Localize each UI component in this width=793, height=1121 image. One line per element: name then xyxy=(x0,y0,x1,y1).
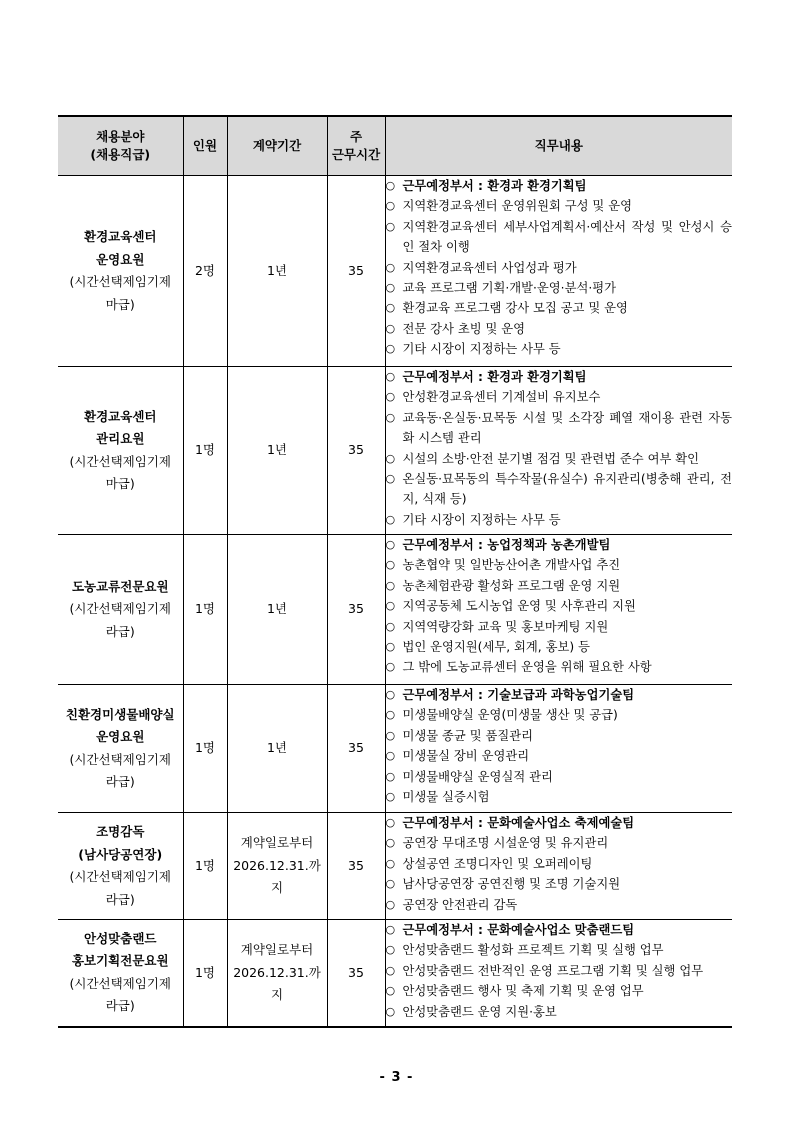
duties-list xyxy=(386,920,733,1022)
duties-cell xyxy=(385,920,732,1027)
table-row xyxy=(58,176,732,367)
headcount-cell: 1명 xyxy=(183,685,227,813)
duty-item: ○ 지역공동체 도시농업 운영 및 사후관리 지원 xyxy=(386,596,733,616)
duty-item: ○ 남사당공연장 공연진행 및 조명 기술지원 xyxy=(386,874,733,894)
table-header-row xyxy=(58,116,732,176)
position-name: 안성맞춤랜드 xyxy=(84,930,157,946)
position-name: (남사당공연장) xyxy=(78,846,163,862)
duty-item: ○ 기타 시장이 지정하는 사무 등 xyxy=(386,339,733,359)
duty-item: ○ 미생물 종균 및 품질관리 xyxy=(386,726,733,746)
duty-item: ○ 그 밖에 도농교류센터 운영을 위해 필요한 사항 xyxy=(386,657,733,677)
position-cell xyxy=(58,920,183,1027)
duties-cell xyxy=(385,367,732,535)
table-row xyxy=(58,367,732,535)
duties-list xyxy=(386,176,733,360)
header-field: 채용분야 (채용직급) xyxy=(58,116,183,176)
duty-item: ○ 안성맞춤랜드 행사 및 축제 기획 및 운영 업무 xyxy=(386,981,733,1001)
position-name: 홍보기획전문요원 xyxy=(71,953,169,969)
department-item: ○ 근무예정부서 : 환경과 환경기획팀 xyxy=(386,176,733,196)
weekly-hours-cell: 35 xyxy=(327,685,385,813)
contract-cell xyxy=(227,813,327,920)
duty-item: ○ 농촌체험관광 활성화 프로그램 운영 지원 xyxy=(386,576,733,596)
position-grade: (시간선택제임기제 xyxy=(69,751,171,767)
contract-cell xyxy=(227,685,327,813)
weekly-hours-cell: 35 xyxy=(327,920,385,1027)
position-grade: 마급) xyxy=(105,296,135,312)
department-item: ○ 근무예정부서 : 문화예술사업소 축제예술팀 xyxy=(386,813,733,833)
header-duties: 직무내용 xyxy=(385,116,732,176)
duty-item: ○ 지역환경교육센터 운영위원회 구성 및 운영 xyxy=(386,196,733,216)
table-body xyxy=(58,176,732,1027)
duty-item: ○ 안성맞춤랜드 활성화 프로젝트 기획 및 실행 업무 xyxy=(386,940,733,960)
headcount-cell: 2명 xyxy=(183,176,227,367)
position-cell xyxy=(58,813,183,920)
position-name: 운영요원 xyxy=(96,729,145,744)
weekly-hours-cell: 35 xyxy=(327,813,385,920)
position-name: 관리요원 xyxy=(96,431,145,446)
duty-item: ○ 교육 프로그램 기획·개발·운영·분석·평가 xyxy=(386,278,733,298)
position-grade: (시간선택제임기제 xyxy=(69,453,171,469)
duties-list xyxy=(386,685,733,807)
contract-text: 계약일로부터 xyxy=(240,942,314,957)
headcount-cell: 1명 xyxy=(183,367,227,535)
position-grade: (시간선택제임기제 xyxy=(69,274,171,289)
headcount-cell: 1명 xyxy=(183,535,227,685)
duty-item: ○ 안성맞춤랜드 전반적인 운영 프로그램 기획 및 실행 업무 xyxy=(386,961,733,981)
duty-item: ○ 미생물배양실 운영(미생물 생산 및 공급) xyxy=(386,705,733,725)
position-grade: 마급) xyxy=(105,476,135,491)
contract-cell xyxy=(227,920,327,1027)
duties-list xyxy=(386,367,733,530)
position-name: 도농교류전문요원 xyxy=(71,578,169,594)
position-grade: 라급) xyxy=(105,774,135,789)
table-row xyxy=(58,535,732,685)
duty-item: ○ 법인 운영지원(세무, 회계, 홍보) 등 xyxy=(386,637,733,657)
duties-cell xyxy=(385,813,732,920)
duty-item: ○ 시설의 소방·안전 분기별 점검 및 관련법 준수 여부 확인 xyxy=(386,449,733,469)
header-hours: 주 근무시간 xyxy=(327,116,385,176)
position-grade: 라급) xyxy=(105,623,135,639)
table-row xyxy=(58,920,732,1027)
contract-text: 2026.12.31.까지 xyxy=(233,964,321,1002)
position-cell xyxy=(58,176,183,367)
duty-item: ○ 지역환경교육센터 세부사업계획서·예산서 작성 및 안성시 승인 절차 이행 xyxy=(386,217,733,258)
contract-text: 1년 xyxy=(266,262,288,278)
position-name: 환경교육센터 xyxy=(84,229,157,244)
position-cell xyxy=(58,367,183,535)
recruitment-table xyxy=(58,115,732,1028)
contract-cell xyxy=(227,535,327,685)
duty-item: ○ 공연장 안전관리 감독 xyxy=(386,895,733,915)
header-count: 인원 xyxy=(183,116,227,176)
duty-item: ○ 환경교육 프로그램 강사 모집 공고 및 운영 xyxy=(386,298,733,318)
contract-text: 1년 xyxy=(266,740,288,756)
duty-item: ○ 온실동·묘목동의 특수작물(유실수) 유지관리(병충해 관리, 전지, 식재 등) xyxy=(386,469,733,510)
duty-item: ○ 농촌협약 및 일반농산어촌 개발사업 추진 xyxy=(386,555,733,575)
contract-cell xyxy=(227,176,327,367)
duty-item: ○ 상설공연 조명디자인 및 오퍼레이팅 xyxy=(386,854,733,874)
duties-list xyxy=(386,813,733,915)
weekly-hours-cell: 35 xyxy=(327,367,385,535)
duty-item: ○ 미생물 실증시험 xyxy=(386,787,733,807)
header-contract: 계약기간 xyxy=(227,116,327,176)
position-name: 환경교육센터 xyxy=(84,408,157,424)
duties-cell xyxy=(385,176,732,367)
duty-item: ○ 안성맞춤랜드 운영 지원·홍보 xyxy=(386,1002,733,1022)
position-grade: (시간선택제임기제 xyxy=(69,601,171,617)
contract-text: 1년 xyxy=(266,601,288,617)
position-grade: (시간선택제임기제 xyxy=(69,869,171,884)
position-grade: 라급) xyxy=(105,998,135,1014)
duties-cell xyxy=(385,535,732,685)
table-row xyxy=(58,685,732,813)
position-name: 친환경미생물배양실 xyxy=(65,706,175,722)
contract-text: 1년 xyxy=(266,442,288,458)
position-grade: (시간선택제임기제 xyxy=(69,975,171,991)
position-name: 조명감독 xyxy=(96,824,145,839)
duty-item: ○ 교육동·온실동·묘목동 시설 및 소각장 폐열 재이용 관련 자동화 시스템 관리 xyxy=(386,408,733,449)
department-item: ○ 근무예정부서 : 문화예술사업소 맞춤랜드팀 xyxy=(386,920,733,940)
duty-item: ○ 지역역량강화 교육 및 홍보마케팅 지원 xyxy=(386,617,733,637)
duty-item: ○ 미생물배양실 운영실적 관리 xyxy=(386,767,733,787)
position-grade: 라급) xyxy=(105,891,135,907)
weekly-hours-cell: 35 xyxy=(327,535,385,685)
headcount-cell: 1명 xyxy=(183,813,227,920)
contract-text: 계약일로부터 xyxy=(240,835,314,851)
department-item: ○ 근무예정부서 : 환경과 환경기획팀 xyxy=(386,367,733,387)
department-item: ○ 근무예정부서 : 농업정책과 농촌개발팀 xyxy=(386,535,733,555)
headcount-cell: 1명 xyxy=(183,920,227,1027)
contract-cell xyxy=(227,367,327,535)
department-item: ○ 근무예정부서 : 기술보급과 과학농업기술팀 xyxy=(386,685,733,705)
duty-item: ○ 기타 시장이 지정하는 사무 등 xyxy=(386,510,733,530)
duty-item: ○ 미생물실 장비 운영관리 xyxy=(386,746,733,766)
position-cell xyxy=(58,685,183,813)
position-cell xyxy=(58,535,183,685)
duty-item: ○ 공연장 무대조명 시설운영 및 유지관리 xyxy=(386,833,733,853)
duty-item: ○ 전문 강사 초빙 및 운영 xyxy=(386,319,733,339)
weekly-hours-cell: 35 xyxy=(327,176,385,367)
contract-text: 2026.12.31.까지 xyxy=(233,857,321,896)
duties-list xyxy=(386,535,733,678)
position-name: 운영요원 xyxy=(96,251,145,267)
duty-item: ○ 지역환경교육센터 사업성과 평가 xyxy=(386,258,733,278)
duty-item: ○ 안성환경교육센터 기계설비 유지보수 xyxy=(386,387,733,407)
duties-cell xyxy=(385,685,732,813)
table-row xyxy=(58,813,732,920)
page-number: - 3 - xyxy=(379,1070,414,1085)
